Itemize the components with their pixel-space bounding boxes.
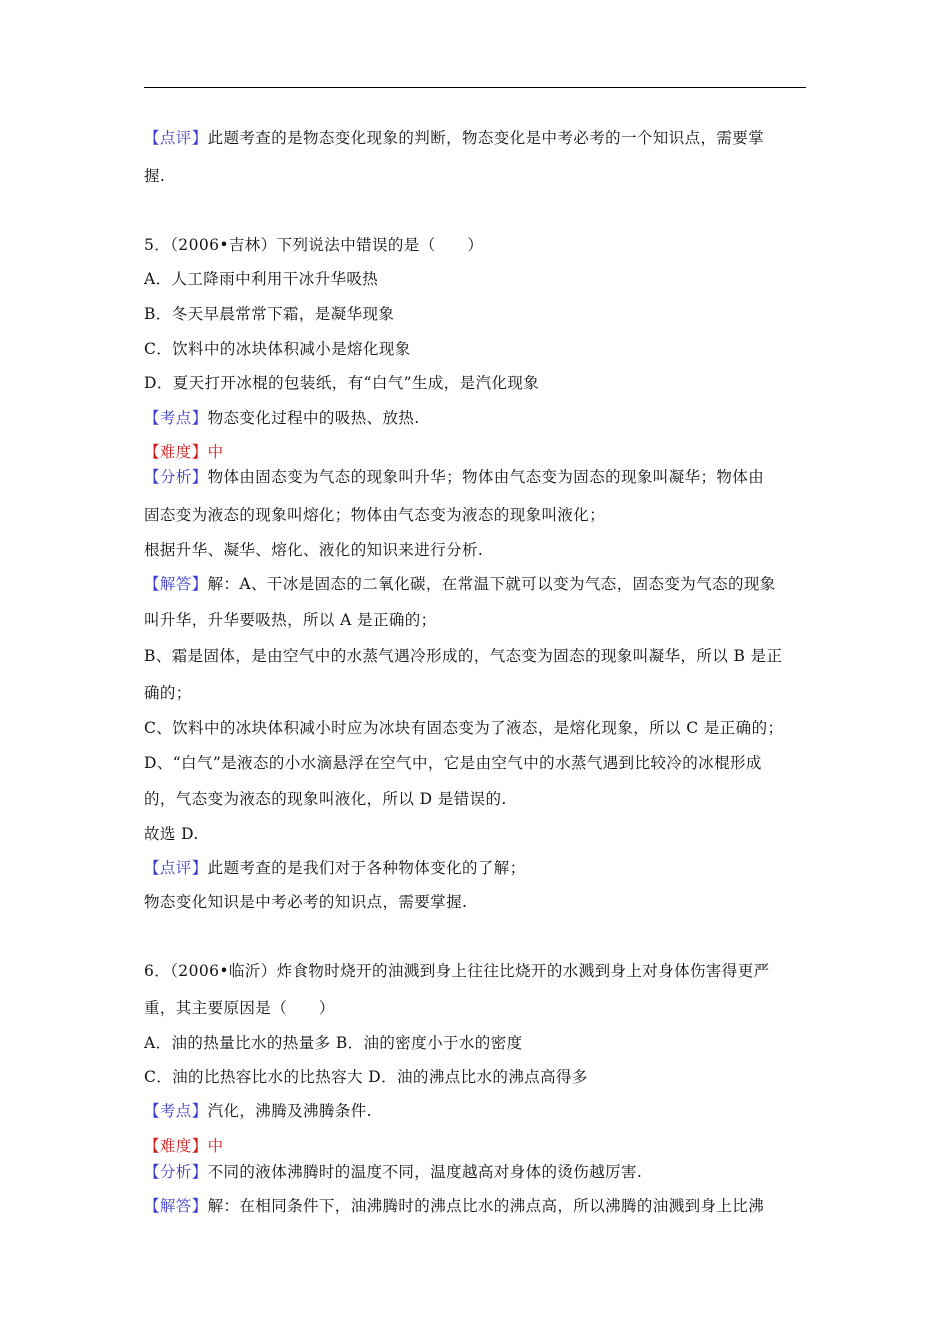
q5-answer-line-8: 故选 D. [144,825,199,843]
q6-options-row-1: A．油的热量比水的热量多 B．油的密度小于水的密度 [144,1034,523,1052]
q6-answer: 【解答】解：在相同条件下，油沸腾时的沸点比水的沸点高，所以沸腾的油溅到身上比沸 [144,1197,765,1215]
q5-answer-line-2: 叫升华，升华要吸热，所以 A 是正确的； [144,611,437,629]
kaodian-tag: 【考点】 [144,1102,208,1120]
q5-answer-line-7: 的，气态变为液态的现象叫液化，所以 D 是错误的. [144,790,507,808]
q5-comment-line-2: 物态变化知识是中考必考的知识点，需要掌握. [144,893,468,911]
q5-answer-line-5: C、饮料中的冰块体积减小时应为冰块有固态变为了液态，是熔化现象，所以 C 是正确的； [144,719,784,737]
q6-difficulty [144,1136,224,1156]
q5-option-d: D．夏天打开冰棍的包装纸，有“白气”生成，是汽化现象 [144,374,540,392]
q5-option-c: C．饮料中的冰块体积减小是熔化现象 [144,340,411,358]
q6-options-row-2: C．油的比热容比水的比热容大 D．油的沸点比水的沸点高得多 [144,1068,588,1086]
difficulty-tag: 【难度】 [144,443,208,461]
q5-answer-line-6: D、“白气”是液态的小水滴悬浮在空气中，它是由空气中的水蒸气遇到比较冷的冰棍形成 [144,754,762,772]
header-rule [144,87,806,88]
q5-analysis-line-2: 固态变为液态的现象叫熔化；物体由气态变为液态的现象叫液化； [144,506,606,524]
q5-kaodian: 【考点】物态变化过程中的吸热、放热. [144,409,420,427]
analysis-tag: 【分析】 [144,1163,208,1181]
difficulty-value: 中 [207,443,224,461]
q6-kaodian: 【考点】汽化，沸腾及沸腾条件. [144,1102,372,1120]
q4-comment-line-2: 握. [144,167,166,185]
q4-comment-line-1: 【点评】此题考查的是物态变化现象的判断，物态变化是中考必考的一个知识点，需要掌 [144,129,765,147]
q5-comment-line-1: 【点评】此题考查的是我们对于各种物体变化的了解； [144,859,526,877]
q5-stem: 5．（2006•吉林）下列说法中错误的是（ ） [144,236,484,254]
difficulty-tag: 【难度】 [144,1137,208,1155]
analysis-tag: 【分析】 [144,468,208,486]
kaodian-tag: 【考点】 [144,409,208,427]
q5-answer-line-4: 确的； [144,684,192,702]
q5-answer-line-1: 【解答】解：A、干冰是固态的二氧化碳，在常温下就可以变为气态，固态变为气态的现象 [144,575,776,593]
q5-analysis-line-3: 根据升华、凝华、熔化、液化的知识来进行分析. [144,541,484,559]
q5-option-b: B．冬天早晨常常下霜，是凝华现象 [144,305,395,323]
q6-analysis: 【分析】不同的液体沸腾时的温度不同，温度越高对身体的烫伤越厉害. [144,1163,643,1181]
q5-analysis-line-1: 【分析】物体由固态变为气态的现象叫升华；物体由气态变为固态的现象叫凝华；物体由 [144,468,765,486]
q6-stem-line-2: 重，其主要原因是（ ） [144,999,335,1017]
difficulty-value: 中 [207,1137,224,1155]
answer-tag: 【解答】 [144,575,208,593]
q6-stem-line-1: 6．（2006•临沂）炸食物时烧开的油溅到身上往往比烧开的水溅到身上对身体伤害得更严 [144,962,770,980]
comment-tag: 【点评】 [144,859,208,877]
answer-tag: 【解答】 [144,1197,208,1215]
q5-difficulty [144,442,224,462]
q5-option-a: A．人工降雨中利用干冰升华吸热 [144,270,379,288]
q5-answer-line-3: B、霜是固体，是由空气中的水蒸气遇冷形成的，气态变为固态的现象叫凝华，所以 B 是正 [144,647,783,665]
comment-tag: 【点评】 [144,129,208,147]
